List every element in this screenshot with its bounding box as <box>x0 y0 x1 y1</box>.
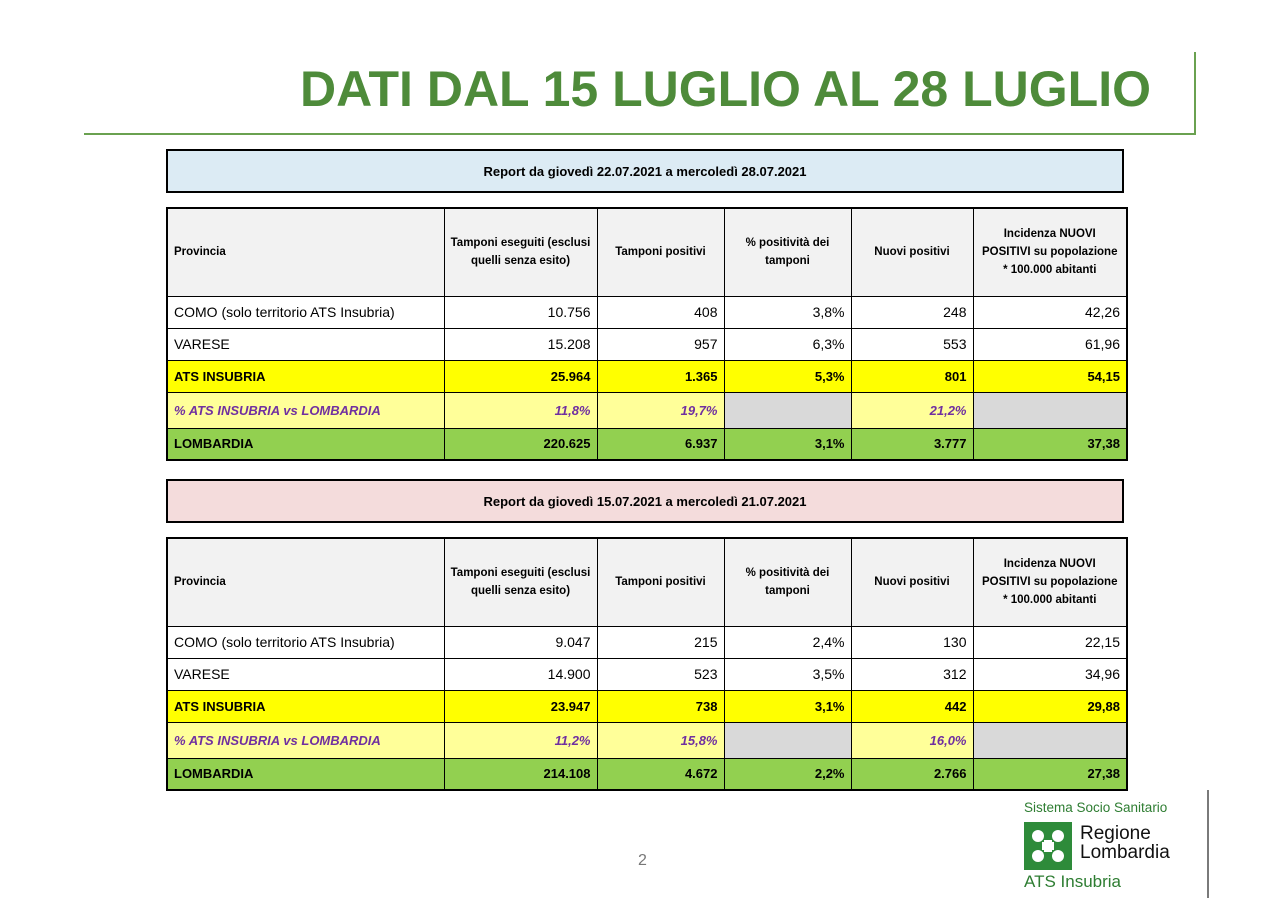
cell-positivi: 738 <box>597 690 724 722</box>
cell-tamponi: 11,2% <box>444 722 597 758</box>
title-underline <box>84 133 1196 135</box>
cell-provincia: COMO (solo territorio ATS Insubria) <box>167 626 444 658</box>
logo-name <box>1080 824 1170 862</box>
report-2-header: Report da giovedì 15.07.2021 a mercoledì 21.07.2021 <box>166 479 1124 523</box>
cell-perc: 6,3% <box>724 328 851 360</box>
cell-incidenza: 42,26 <box>973 296 1127 328</box>
logo-divider <box>1207 790 1209 898</box>
table-row-ats-vs-lombardia <box>167 722 1127 758</box>
table-row-lombardia <box>167 428 1127 460</box>
table-row-ats-insubria <box>167 690 1127 722</box>
cell-tamponi: 220.625 <box>444 428 597 460</box>
column-header-nuovi: Nuovi positivi <box>851 208 973 296</box>
title-side-rule <box>1194 52 1196 135</box>
report-1-header: Report da giovedì 22.07.2021 a mercoledì 28.07.2021 <box>166 149 1124 193</box>
cell-nuovi: 21,2% <box>851 392 973 428</box>
cell-perc-empty <box>724 392 851 428</box>
cell-nuovi: 801 <box>851 360 973 392</box>
cell-provincia: COMO (solo territorio ATS Insubria) <box>167 296 444 328</box>
cell-nuovi: 553 <box>851 328 973 360</box>
table-header-row <box>167 208 1127 296</box>
table-row-ats-insubria <box>167 360 1127 392</box>
column-header-tamponi: Tamponi eseguiti (esclusi quelli senza esito) <box>444 538 597 626</box>
cell-perc: 3,8% <box>724 296 851 328</box>
column-header-incidenza: Incidenza NUOVI POSITIVI su popolazione * 100.000 abitanti <box>973 538 1127 626</box>
cell-positivi: 4.672 <box>597 758 724 790</box>
cell-perc: 3,1% <box>724 690 851 722</box>
cell-perc: 2,2% <box>724 758 851 790</box>
cell-provincia: % ATS INSUBRIA vs LOMBARDIA <box>167 392 444 428</box>
cell-nuovi: 16,0% <box>851 722 973 758</box>
cell-nuovi: 2.766 <box>851 758 973 790</box>
table-row-varese <box>167 328 1127 360</box>
column-header-incidenza: Incidenza NUOVI POSITIVI su popolazione * 100.000 abitanti <box>973 208 1127 296</box>
cell-perc: 2,4% <box>724 626 851 658</box>
logo-name-line1: Regione <box>1080 823 1151 844</box>
cell-positivi: 408 <box>597 296 724 328</box>
cell-tamponi: 10.756 <box>444 296 597 328</box>
cell-tamponi: 14.900 <box>444 658 597 690</box>
table-header-row <box>167 538 1127 626</box>
cell-tamponi: 11,8% <box>444 392 597 428</box>
cell-positivi: 6.937 <box>597 428 724 460</box>
report-1-table <box>166 207 1128 461</box>
cell-nuovi: 312 <box>851 658 973 690</box>
cell-provincia: ATS INSUBRIA <box>167 360 444 392</box>
cell-incidenza: 61,96 <box>973 328 1127 360</box>
cell-incidenza-empty <box>973 392 1127 428</box>
column-header-tamponi: Tamponi eseguiti (esclusi quelli senza esito) <box>444 208 597 296</box>
cell-nuovi: 130 <box>851 626 973 658</box>
cell-perc: 3,5% <box>724 658 851 690</box>
column-header-provincia: Provincia <box>167 208 444 296</box>
cell-tamponi: 15.208 <box>444 328 597 360</box>
cell-positivi: 19,7% <box>597 392 724 428</box>
regione-lombardia-logo-icon <box>1024 822 1072 870</box>
cell-tamponi: 214.108 <box>444 758 597 790</box>
cell-incidenza-empty <box>973 722 1127 758</box>
cell-tamponi: 25.964 <box>444 360 597 392</box>
cell-provincia: VARESE <box>167 658 444 690</box>
cell-positivi: 215 <box>597 626 724 658</box>
table-row-como <box>167 296 1127 328</box>
table-row-como <box>167 626 1127 658</box>
logo-subtitle: ATS Insubria <box>1024 872 1122 891</box>
cell-provincia: VARESE <box>167 328 444 360</box>
cell-incidenza: 54,15 <box>973 360 1127 392</box>
page-title: DATI DAL 15 LUGLIO AL 28 LUGLIO <box>300 61 1152 117</box>
table-row-ats-vs-lombardia <box>167 392 1127 428</box>
cell-nuovi: 442 <box>851 690 973 722</box>
cell-provincia: ATS INSUBRIA <box>167 690 444 722</box>
cell-incidenza: 37,38 <box>973 428 1127 460</box>
cell-nuovi: 3.777 <box>851 428 973 460</box>
cell-tamponi: 23.947 <box>444 690 597 722</box>
column-header-provincia: Provincia <box>167 538 444 626</box>
logo-name-line2: Lombardia <box>1080 842 1170 863</box>
cell-incidenza: 34,96 <box>973 658 1127 690</box>
cell-perc: 3,1% <box>724 428 851 460</box>
cell-positivi: 1.365 <box>597 360 724 392</box>
page-number: 2 <box>638 852 647 869</box>
cell-positivi: 957 <box>597 328 724 360</box>
column-header-positivita: % positività dei tamponi <box>724 208 851 296</box>
report-2-table <box>166 537 1128 791</box>
cell-tamponi: 9.047 <box>444 626 597 658</box>
column-header-positivi: Tamponi positivi <box>597 538 724 626</box>
cell-incidenza: 29,88 <box>973 690 1127 722</box>
cell-perc: 5,3% <box>724 360 851 392</box>
cell-provincia: LOMBARDIA <box>167 428 444 460</box>
cell-incidenza: 27,38 <box>973 758 1127 790</box>
cell-positivi: 15,8% <box>597 722 724 758</box>
column-header-positivita: % positività dei tamponi <box>724 538 851 626</box>
cell-provincia: LOMBARDIA <box>167 758 444 790</box>
cell-incidenza: 22,15 <box>973 626 1127 658</box>
table-row-lombardia <box>167 758 1127 790</box>
cell-positivi: 523 <box>597 658 724 690</box>
table-row-varese <box>167 658 1127 690</box>
column-header-positivi: Tamponi positivi <box>597 208 724 296</box>
column-header-nuovi: Nuovi positivi <box>851 538 973 626</box>
cell-perc-empty <box>724 722 851 758</box>
cell-nuovi: 248 <box>851 296 973 328</box>
logo-tagline: Sistema Socio Sanitario <box>1024 800 1168 815</box>
cell-provincia: % ATS INSUBRIA vs LOMBARDIA <box>167 722 444 758</box>
